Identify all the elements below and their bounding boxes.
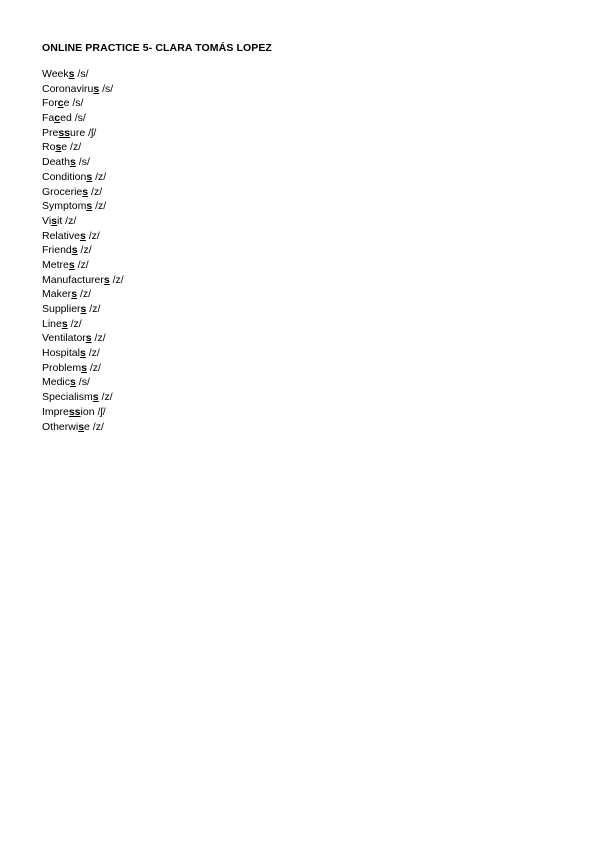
phonetic-symbol: /ʃ/: [88, 126, 97, 139]
highlighted-letters: s: [70, 156, 76, 169]
word-entry: [42, 375, 124, 390]
highlighted-letters: s: [68, 258, 75, 271]
word-part: ure: [70, 126, 86, 139]
word-entry: [42, 214, 124, 229]
word-entry: [42, 243, 124, 258]
highlighted-letters: s: [79, 347, 86, 360]
highlighted-letters: s: [86, 170, 93, 183]
word-entry: [42, 96, 124, 111]
word-part: Ro: [42, 141, 56, 154]
word-part: e: [63, 97, 70, 110]
phonetic-symbol: /z/: [112, 273, 124, 286]
word-entry: [42, 317, 124, 332]
highlighted-letters: s: [70, 376, 76, 389]
word-part: Line: [42, 317, 62, 330]
phonetic-symbol: /s/: [77, 68, 89, 80]
phonetic-symbol: /z/: [88, 347, 100, 360]
word-part: Impre: [42, 405, 69, 418]
word-entry: [42, 273, 124, 288]
highlighted-letters: s: [71, 244, 78, 257]
word-entry: [42, 346, 124, 361]
highlighted-letters: s: [71, 288, 78, 301]
phonetic-symbol: /z/: [89, 303, 101, 315]
highlighted-letters: s: [86, 200, 93, 213]
phonetic-symbol: /z/: [91, 185, 103, 198]
highlighted-letters: s: [92, 391, 99, 404]
word-part: e: [84, 420, 90, 433]
word-entry: [42, 67, 124, 82]
word-part: Relative: [42, 229, 80, 242]
phonetic-symbol: /z/: [80, 244, 92, 257]
phonetic-symbol: /z/: [101, 391, 113, 404]
word-part: Vi: [42, 214, 52, 227]
word-part: Ventilator: [42, 332, 86, 345]
phonetic-symbol: /s/: [74, 112, 86, 125]
word-part: Condition: [42, 170, 87, 183]
document-title: ONLINE PRACTICE 5- CLARA TOMÁS LOPEZ: [42, 42, 272, 54]
highlighted-letters: c: [54, 112, 61, 125]
word-part: Supplier: [42, 303, 81, 315]
highlighted-letters: s: [55, 141, 62, 154]
highlighted-letters: s: [61, 317, 68, 330]
word-entry: [42, 82, 124, 97]
word-part: Metre: [42, 258, 69, 271]
word-part: Symptom: [42, 200, 87, 213]
phonetic-symbol: /z/: [70, 141, 82, 154]
highlighted-letters: s: [103, 273, 110, 286]
phonetic-symbol: /z/: [94, 332, 106, 345]
word-part: Week: [42, 68, 69, 80]
word-part: it: [57, 214, 63, 227]
phonetic-symbol: /s/: [78, 376, 90, 389]
word-entry: [42, 229, 124, 244]
word-part: Specialism: [42, 391, 93, 404]
highlighted-letters: s: [51, 214, 57, 227]
word-part: For: [42, 97, 58, 110]
word-part: ed: [60, 112, 72, 125]
highlighted-letters: s: [80, 303, 87, 315]
word-part: Death: [42, 156, 71, 169]
highlighted-letters: ss: [58, 126, 71, 139]
word-entry: [42, 185, 124, 200]
word-entry: [42, 199, 124, 214]
word-part: Problem: [42, 361, 82, 374]
highlighted-letters: ss: [68, 405, 81, 418]
word-part: Maker: [42, 288, 72, 301]
phonetic-symbol: /z/: [95, 170, 107, 183]
word-part: Friend: [42, 244, 72, 257]
highlighted-letters: c: [57, 97, 64, 110]
phonetic-symbol: /ʃ/: [97, 405, 106, 418]
phonetic-symbol: /z/: [92, 420, 104, 433]
word-entry: [42, 405, 124, 420]
phonetic-symbol: /z/: [79, 288, 92, 301]
word-part: Manufacturer: [42, 273, 104, 286]
word-part: Grocerie: [42, 185, 83, 198]
highlighted-letters: s: [82, 185, 89, 198]
word-part: Fa: [42, 112, 55, 125]
word-part: Pre: [42, 126, 59, 139]
word-part: Otherwi: [42, 420, 79, 433]
phonetic-symbol: /z/: [70, 317, 82, 330]
highlighted-letters: s: [68, 68, 75, 80]
word-part: ion: [80, 405, 95, 418]
highlighted-letters: s: [79, 229, 86, 242]
word-entry: [42, 302, 124, 317]
word-entry: [42, 331, 124, 346]
word-entry: [42, 361, 124, 376]
phonetic-symbol: /s/: [72, 97, 84, 110]
word-part: Medic: [42, 376, 71, 389]
word-entry: [42, 170, 124, 185]
word-entry: [42, 420, 124, 435]
highlighted-letters: s: [93, 82, 100, 95]
phonetic-symbol: /z/: [95, 200, 107, 213]
word-entry: [42, 155, 124, 170]
word-entry: [42, 126, 124, 141]
word-entry: [42, 111, 124, 126]
phonetic-symbol: /z/: [77, 258, 89, 271]
phonetic-symbol: /s/: [102, 82, 114, 95]
word-entry: [42, 390, 124, 405]
phonetic-symbol: /z/: [88, 229, 100, 242]
word-entry: [42, 140, 124, 155]
highlighted-letters: s: [78, 420, 85, 433]
highlighted-letters: s: [81, 361, 87, 374]
word-part: Hospital: [42, 347, 80, 360]
highlighted-letters: s: [85, 332, 92, 345]
phonetic-symbol: /s/: [78, 156, 90, 169]
phonetic-symbol: /z/: [65, 214, 77, 227]
word-part: Coronaviru: [42, 82, 94, 95]
word-entry: [42, 258, 124, 273]
word-entry: [42, 287, 124, 302]
word-part: e: [61, 141, 68, 154]
phonetic-symbol: /z/: [89, 361, 101, 374]
word-list: [42, 67, 124, 434]
